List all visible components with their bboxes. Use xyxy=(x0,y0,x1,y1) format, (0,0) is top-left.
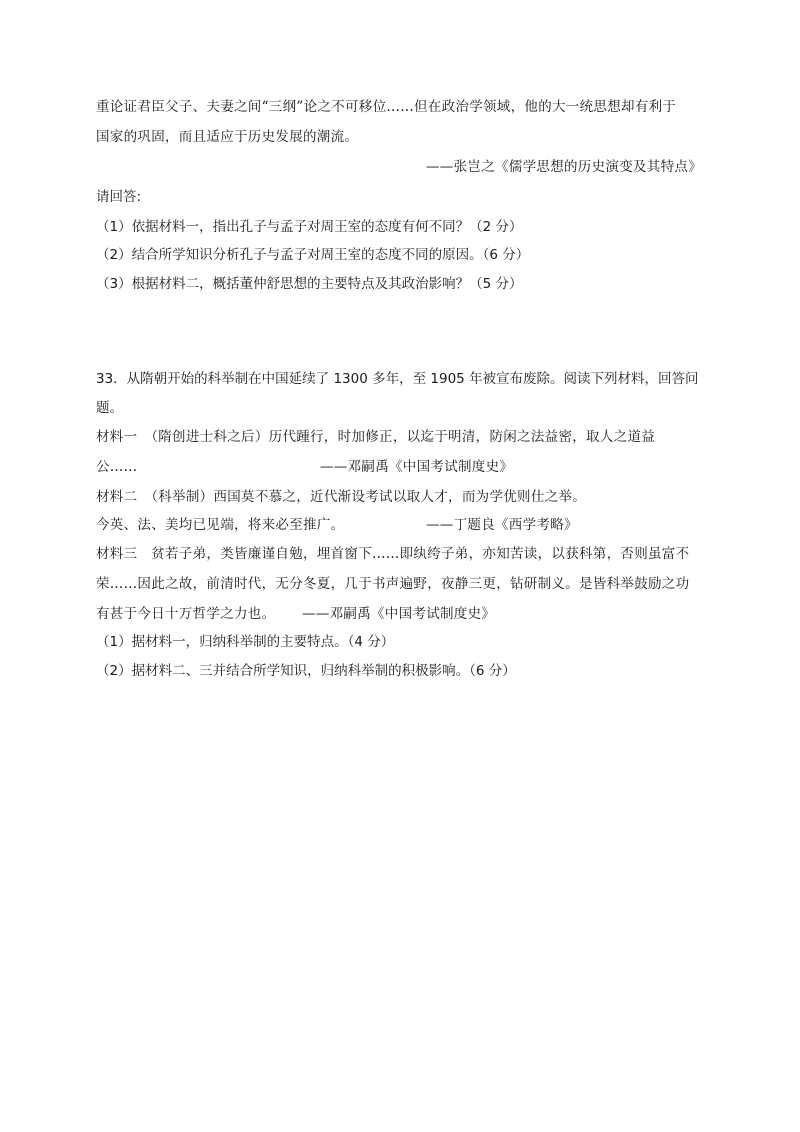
material-three: 材料三 贫若子弟，类皆廉谨自勉，埋首窗下……即纨绔子弟，亦知苦读，以获科第，否则虽富不 xyxy=(96,546,690,562)
material-two: 材料二 （科举制）西国莫不慕之，近代渐设考试以取人才，而为学优则仕之举。 xyxy=(96,489,587,505)
material-one: 公…… xyxy=(96,459,138,475)
material-source: ——邓嗣禹《中国考试制度史》 xyxy=(320,459,514,475)
material-two: 今英、法、美均已见端，将来必至推广。 xyxy=(96,517,345,533)
sub-question: （2）据材料二、三并结合所学知识，归纳科举制的积极影响。（6 分） xyxy=(96,663,516,679)
question-33-intro: 题。 xyxy=(96,400,123,416)
material-text-line: 国家的巩固，而且适应于历史发展的潮流。 xyxy=(96,129,359,145)
material-one: 材料一 （隋创进士科之后）历代踵行，时加修正，以迄于明清，防闲之法益密，取人之道益 xyxy=(96,429,656,445)
material-source: ——张岂之《儒学思想的历史演变及其特点》 xyxy=(426,159,702,175)
material-text-line: 重论证君臣父子、夫妻之间“三纲”论之不可移位……但在政治学领域，他的大一统思想却有利于 xyxy=(96,99,677,115)
prompt-label: 请回答: xyxy=(96,189,142,205)
sub-question: （2）结合所学知识分析孔子与孟子对周王室的态度不同的原因。（6 分） xyxy=(96,247,530,263)
material-three: 有甚于今日十万哲学之力也。 xyxy=(96,606,276,622)
sub-question: （1）据材料一，归纳科举制的主要特点。（4 分） xyxy=(96,634,395,650)
material-source: ——丁题良《西学考略》 xyxy=(426,517,578,533)
sub-question: （3）根据材料二，概括董仲舒思想的主要特点及其政治影响？（5 分） xyxy=(96,276,523,292)
material-three: 荣……因此之故，前清时代，无分冬夏，几于书声遍野，夜静三更，钻研制义。是皆科举鼓励之功 xyxy=(96,576,690,592)
sub-question: （1）依据材料一，指出孔子与孟子对周王室的态度有何不同？（2 分） xyxy=(96,219,523,235)
question-33-intro: 33．从隋朝开始的科举制在中国延续了 1300 多年，至 1905 年被宣布废除。阅读下列材料，回答问 xyxy=(96,371,699,387)
material-source: ——邓嗣禹《中国考试制度史》 xyxy=(302,606,496,622)
